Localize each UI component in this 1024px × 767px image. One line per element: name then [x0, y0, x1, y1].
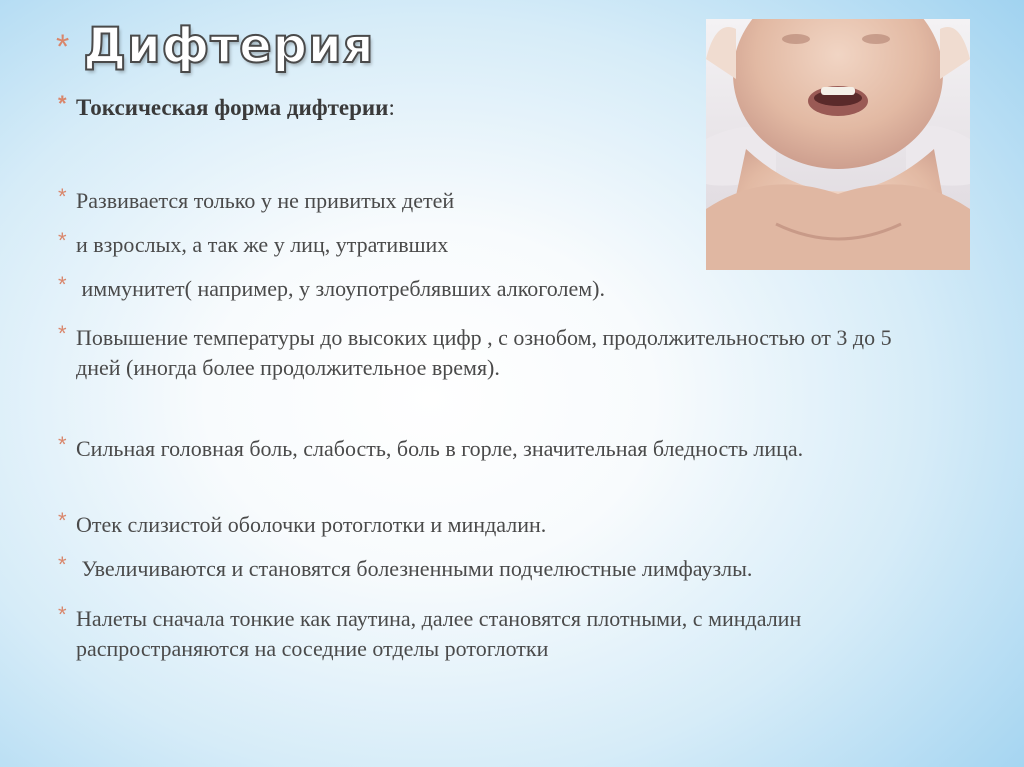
- bullet-star: *: [58, 91, 67, 116]
- bullet-star: *: [58, 602, 67, 627]
- list-item-text: Повышение температуры до высоких цифр , с ознобом, продолжительностью от 3 до 5 дней (иногда более продолжительное время).: [76, 325, 892, 380]
- title-bullet-star: *: [56, 28, 70, 66]
- list-item: [58, 554, 998, 584]
- list-item: [58, 434, 978, 464]
- title-row: [56, 18, 375, 74]
- bullet-star: *: [58, 228, 67, 253]
- subtitle-colon: :: [388, 95, 395, 120]
- list-item-text: Отек слизистой оболочки ротоглотки и миндалин.: [76, 512, 547, 537]
- list-item: [58, 323, 918, 383]
- bullet-star: *: [58, 432, 67, 457]
- patient-photo: [706, 19, 970, 270]
- list-item: [58, 604, 938, 664]
- patient-neck-swelling-photo-icon: [706, 19, 970, 270]
- bullet-star: *: [58, 552, 67, 577]
- slide-title: Дифтерия: [83, 18, 375, 74]
- list-item: [58, 510, 958, 540]
- list-item: [58, 186, 698, 216]
- list-item-text: Сильная головная боль, слабость, боль в горле, значительная бледность лица.: [76, 436, 804, 461]
- list-item-text: и взрослых, а так же у лиц, утративших: [76, 232, 449, 257]
- bullet-star: *: [58, 272, 67, 297]
- list-item: [58, 230, 698, 260]
- list-item-text: Развивается только у не привитых детей: [76, 188, 455, 213]
- list-item: [58, 274, 958, 304]
- bullet-star: *: [58, 321, 67, 346]
- list-item-text: Налеты сначала тонкие как паутина, далее становятся плотными, с миндалин распространяются на соседние отделы ротоглотки: [76, 606, 802, 661]
- list-item-text: Увеличиваются и становятся болезненными подчелюстные лимфаузлы.: [76, 556, 753, 581]
- subtitle-text: Токсическая форма дифтерии: [76, 95, 389, 120]
- list-item-text: иммунитет( например, у злоупотреблявших алкоголем).: [76, 276, 605, 301]
- bullet-star: *: [58, 184, 67, 209]
- bullet-star: *: [58, 508, 67, 533]
- subtitle-item: [58, 93, 395, 123]
